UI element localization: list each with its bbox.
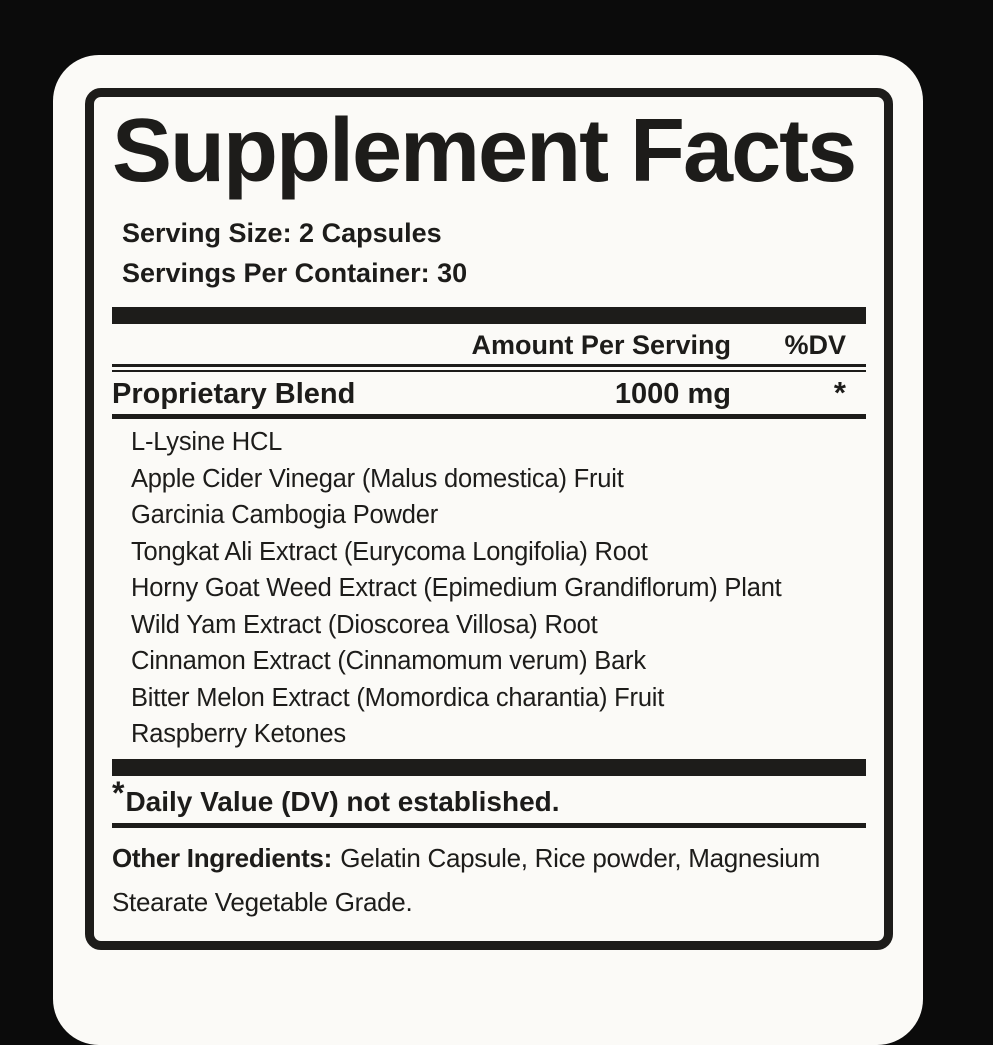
blend-dv-asterisk: * bbox=[833, 375, 846, 410]
daily-value-footnote bbox=[112, 774, 866, 821]
proprietary-blend-row bbox=[112, 372, 866, 414]
separator-rule-under-blend bbox=[112, 414, 866, 419]
other-ingredients-line-2: Stearate Vegetable Grade. bbox=[112, 886, 413, 917]
ingredient-row: Cinnamon Extract (Cinnamomum verum) Bark bbox=[131, 647, 646, 675]
other-ingredients-text-1: Gelatin Capsule, Rice powder, Magnesium bbox=[340, 842, 820, 873]
other-ingredients-block bbox=[112, 836, 866, 924]
table-header-row bbox=[112, 326, 866, 364]
other-ingredients-line-1 bbox=[112, 836, 866, 880]
ingredient-row: Horny Goat Weed Extract (Epimedium Grandiflorum) Plant bbox=[131, 574, 782, 602]
ingredient-row: Apple Cider Vinegar (Malus domestica) Fruit bbox=[131, 464, 624, 493]
ingredient-row: L-Lysine HCL bbox=[131, 428, 283, 456]
ingredient-row: Bitter Melon Extract (Momordica charantia) Fruit bbox=[131, 683, 665, 712]
footnote-asterisk: * bbox=[112, 774, 125, 811]
serving-size-text: Serving Size: 2 Capsules bbox=[122, 218, 442, 248]
separator-rule-under-footnote bbox=[112, 823, 866, 828]
supplement-facts-title: Supplement Facts bbox=[112, 101, 856, 201]
amount-per-serving-header: Amount Per Serving bbox=[471, 330, 731, 360]
separator-thick-bar-bottom bbox=[112, 759, 866, 776]
ingredient-row: Garcinia Cambogia Powder bbox=[131, 501, 439, 529]
blend-name: Proprietary Blend bbox=[112, 378, 356, 410]
supplement-facts-panel bbox=[85, 88, 893, 950]
serving-info-block bbox=[112, 213, 866, 293]
supplement-label-sheet bbox=[53, 55, 923, 1045]
servings-per-container-text: Servings Per Container: 30 bbox=[122, 258, 468, 288]
separator-thick-bar-top bbox=[112, 307, 866, 324]
ingredient-row: Tongkat Ali Extract (Eurycoma Longifolia) Root bbox=[131, 537, 648, 566]
ingredient-list bbox=[112, 424, 866, 753]
blend-amount: 1000 mg bbox=[614, 378, 731, 410]
ingredient-row: Raspberry Ketones bbox=[131, 720, 346, 748]
footnote-text: Daily Value (DV) not established. bbox=[125, 785, 560, 817]
separator-double-rule bbox=[112, 364, 866, 372]
ingredient-row: Wild Yam Extract (Dioscorea Villosa) Root bbox=[131, 610, 598, 639]
percent-dv-header: %DV bbox=[784, 330, 846, 360]
other-ingredients-label: Other Ingredients: bbox=[112, 842, 332, 873]
